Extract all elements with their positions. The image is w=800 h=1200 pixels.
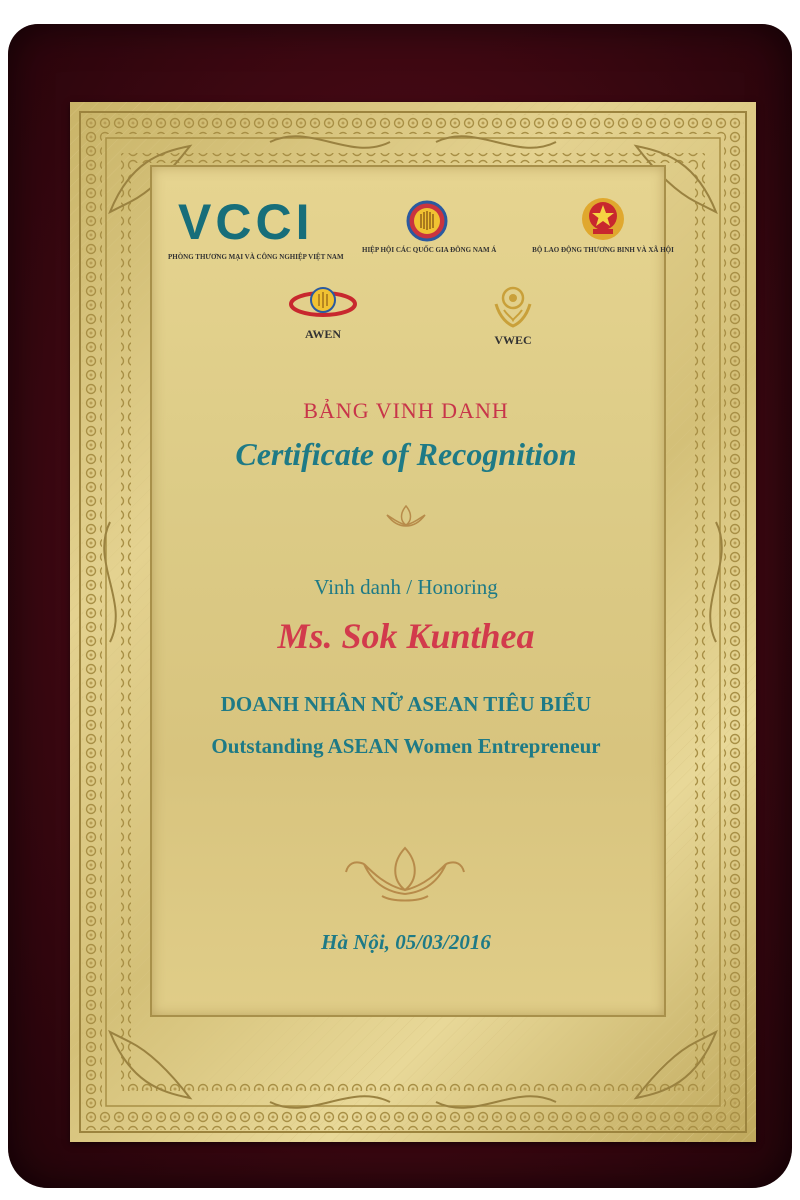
awen-logo xyxy=(278,282,368,348)
asean-logo xyxy=(362,200,497,270)
recipient-name: Ms. Sok Kunthea xyxy=(277,616,535,656)
asean-caption: HIỆP HỘI CÁC QUỐC GIA ĐÔNG NAM Á xyxy=(362,246,497,254)
awen-logo-icon xyxy=(288,282,358,322)
certificate-title-vn: BẢNG VINH DANH xyxy=(303,398,509,423)
asean-emblem-icon xyxy=(406,200,448,242)
ministry-logo xyxy=(528,196,678,270)
award-title-vn: DOANH NHÂN NỮ ASEAN TIÊU BIỂU xyxy=(220,692,592,716)
ministry-caption: BỘ LAO ĐỘNG THƯƠNG BINH VÀ XÃ HỘI xyxy=(532,246,674,254)
vcci-caption: PHÒNG THƯƠNG MẠI VÀ CÔNG NGHIỆP VIỆT NAM xyxy=(168,253,344,261)
issue-date: Hà Nội, 05/03/2016 xyxy=(321,930,491,954)
certificate-title-en: Certificate of Recognition xyxy=(235,436,577,472)
vcci-wordmark: VCCI xyxy=(178,194,314,250)
awen-label: AWEN xyxy=(304,327,341,341)
vwec-label: VWEC xyxy=(494,333,532,347)
vwec-logo xyxy=(478,284,548,350)
large-lotus-ornament-icon xyxy=(342,842,468,904)
lotus-ornament-icon xyxy=(385,503,427,529)
vcci-logo xyxy=(168,193,368,273)
vwec-logo-icon xyxy=(490,284,536,328)
vietnam-national-emblem-icon xyxy=(580,196,626,242)
honoring-label: Vinh danh / Honoring xyxy=(314,575,498,599)
award-title-en: Outstanding ASEAN Women Entrepreneur xyxy=(211,734,601,758)
